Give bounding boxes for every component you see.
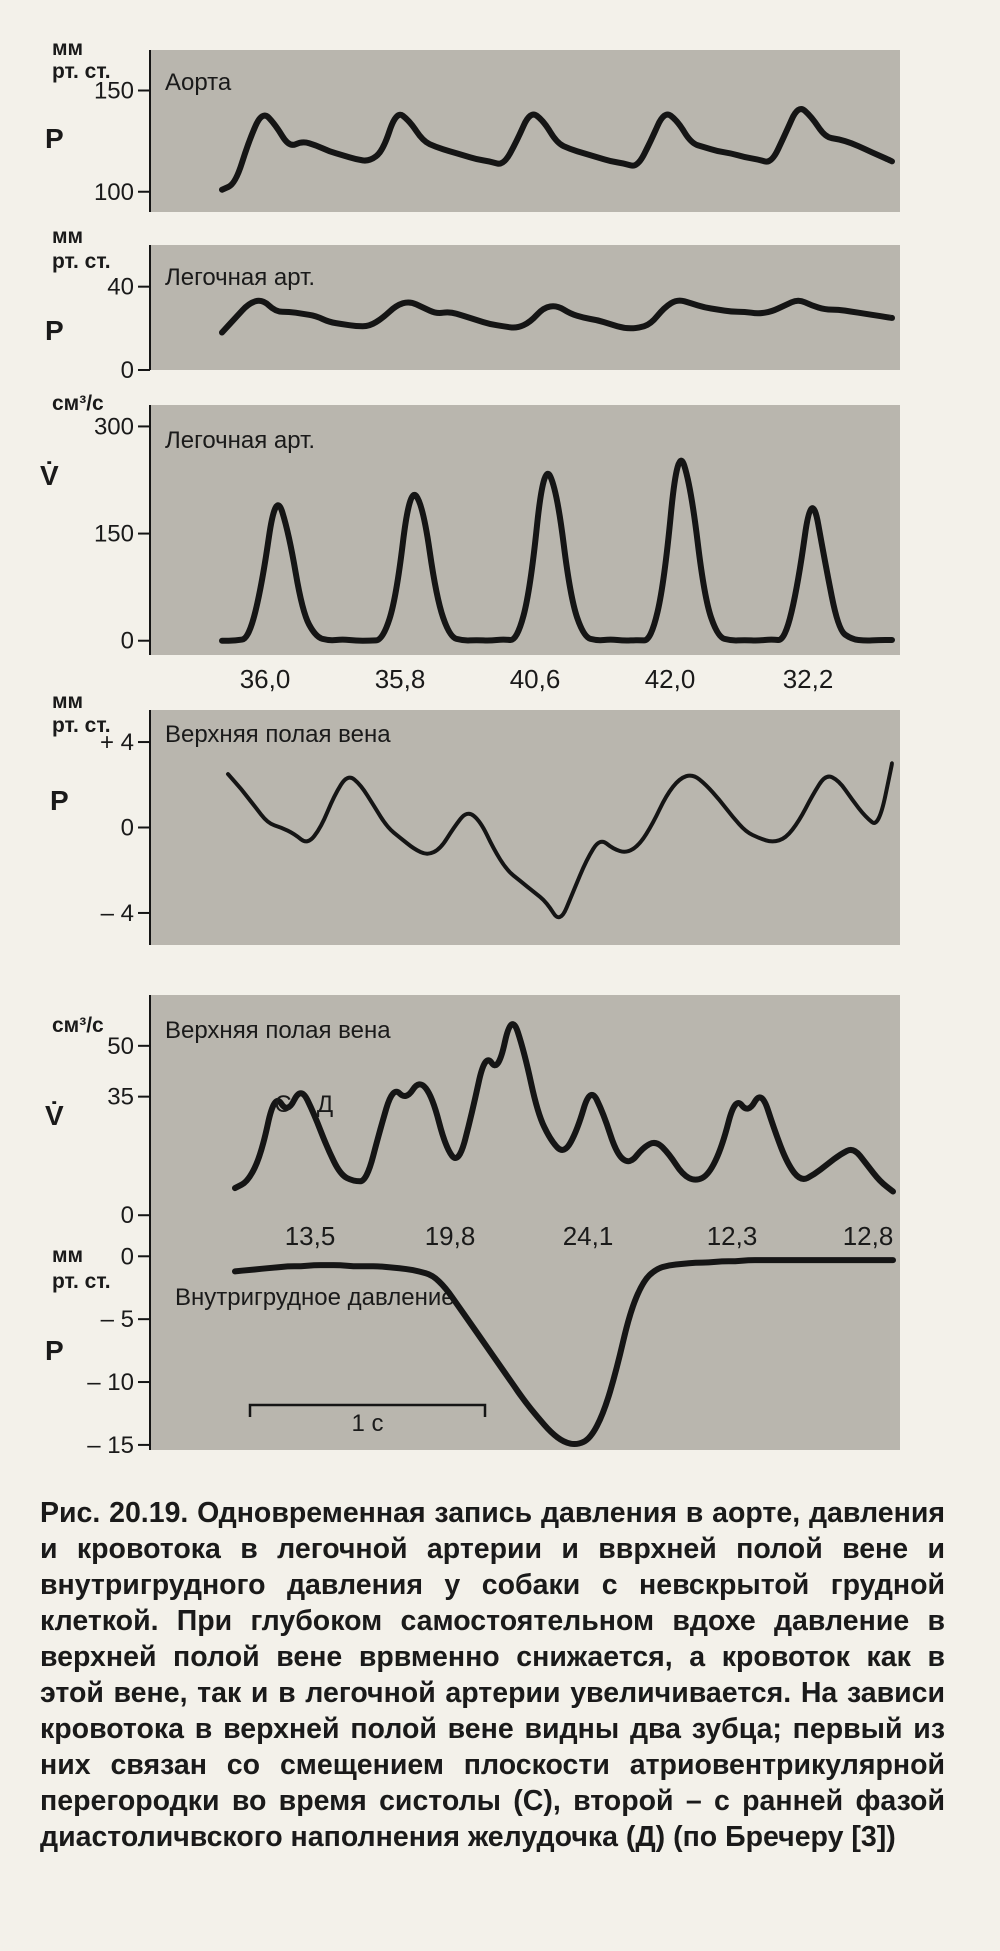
axis-quantity-label: P [45,315,64,346]
y-tick-label: – 5 [100,1306,134,1334]
axis-quantity-label: V̇ [40,460,59,491]
axis-unit-label: см³/с [52,1014,104,1037]
y-tick-label: 0 [120,814,134,842]
axis-quantity-label: V̇ [45,1100,64,1131]
axis-unit-label: мм [52,690,84,713]
data-label: 13,5 [284,1221,336,1251]
data-label: 19,8 [424,1221,476,1251]
y-tick-label: 0 [120,357,134,384]
axis-quantity-label: P [50,785,69,816]
y-tick-label: + 4 [99,729,134,757]
y-tick-label: – 10 [87,1369,134,1397]
caption-label: Рис. 20.19. [40,1497,189,1529]
panel-title: Верхняя полая вена [165,721,391,748]
axis-unit-label: рт. ст. [52,250,111,273]
y-tick-label: 150 [93,77,134,105]
y-tick-label: 100 [93,178,134,206]
axis-quantity-label: P [45,123,64,154]
data-label: 12,8 [842,1221,894,1251]
data-label: 12,3 [706,1221,758,1251]
axis-unit-label: мм [52,37,84,60]
axis-quantity-label: P [45,1335,64,1366]
axis-unit-label: рт. ст. [52,714,111,737]
panel-title: Внутригрудное давление [175,1284,455,1311]
data-label: 32,2 [782,664,834,694]
axis-unit-label: см³/с [52,392,104,415]
axis-unit-label: мм [52,1244,84,1267]
y-tick-label: 300 [93,413,134,441]
data-label: 24,1 [562,1221,614,1251]
axis-unit-label: рт. ст. [52,60,111,83]
panel-title: Легочная арт. [165,427,316,454]
axis-unit-label: мм [52,225,84,248]
y-tick-label: 0 [120,1202,134,1230]
panel-title: Верхняя полая вена [165,1017,391,1044]
figure-caption [40,1495,945,1855]
annotation-label: Д [316,1091,334,1118]
panel-title: Легочная арт. [165,264,316,291]
caption-text: Одновременная запись давления в аорте, давления и кровотока в легочной артерии и вврхней полой вене и внутригрудного давления у собаки с невскрытой грудной клеткой. При глубоком самостоятельном вдохе давление в верхней полой вене врвменно снижается, а кровоток как в этой вене, так и в легочной артерии увеличивается. На зависи кровотока в верхней полой вене видны два зубца; первый из них связан со смещением плоскости атриовентрикулярной перегородки во время систолы (С), второй – с ранней фазой диастоличвского наполнения желудочка (Д) (по Бречеру [3]) [40,1497,945,1853]
y-tick-label: 35 [107,1083,134,1111]
y-tick-label: 50 [107,1032,134,1060]
y-tick-label: 0 [120,1243,134,1271]
y-tick-label: 0 [120,627,134,655]
data-label: 35,8 [374,664,426,694]
data-label: 36,0 [239,664,291,694]
y-tick-label: – 4 [100,899,134,927]
scale-bar-label: 1 с [351,1410,384,1437]
data-label: 40,6 [509,664,561,694]
y-tick-label: 40 [107,273,134,301]
y-tick-label: – 15 [87,1431,134,1459]
panel-title: Аорта [165,69,232,96]
annotation-label: С [274,1091,292,1118]
data-label: 42,0 [644,664,696,694]
axis-unit-label: рт. ст. [52,1270,111,1293]
y-tick-label: 150 [93,520,134,548]
